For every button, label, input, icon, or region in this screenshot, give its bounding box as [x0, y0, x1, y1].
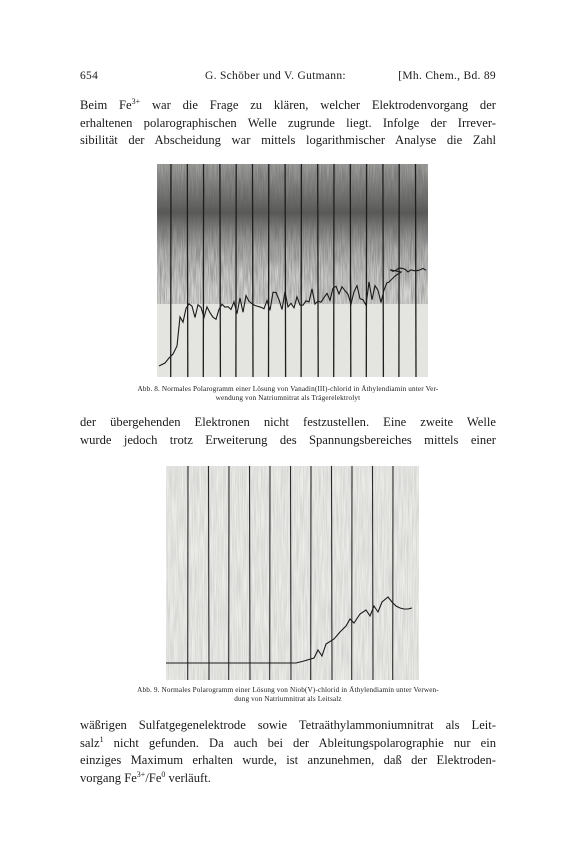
figure-9-caption: Abb. 9. Normales Polarogramm einer Lösung von Niob(V)-chlorid in Äthylendiamin unter Verwen- dung von Natriumnitrat als Leitsalz	[137, 686, 439, 703]
header-authors: G. Schöber und V. Gutmann:	[205, 70, 346, 82]
page-number: 654	[80, 70, 99, 82]
figure-8-grid-line	[383, 164, 384, 377]
figure-8-grid-line	[285, 164, 286, 377]
figure-8-caption: Abb. 8. Normales Polarogramm einer Lösung von Vanadin(III)-chlorid in Äthylendiamin unter Ver- wendung von Natriumnitrat als Trägerelektrolyt	[137, 385, 439, 402]
figure-8-grid-line	[318, 164, 319, 377]
paragraph-1-line-2: erhaltenen polarographischen Welle zugrunde liegt. Infolge der Irrever-	[80, 115, 496, 130]
figure-9-polarogram	[166, 466, 419, 680]
figure-8-grid-line	[220, 164, 221, 377]
figure-8-grid-line	[350, 164, 351, 377]
running-header	[80, 70, 496, 86]
paragraph-2-line-1: der übergehenden Elektronen nicht festzustellen. Eine zweite Welle	[80, 415, 496, 429]
header-journal: [Mh. Chem., Bd. 89	[398, 70, 496, 82]
figure-8-image	[157, 164, 428, 377]
paragraph-1	[80, 97, 496, 150]
paragraph-2-line-2: wurde jedoch trotz Erweiterung des Spannungsbereiches mittels einer	[80, 432, 496, 447]
figure-8-polarogram	[157, 164, 428, 377]
paragraph-2	[80, 414, 496, 449]
paragraph-1-line-1: Beim $Fe^{3+}$ war die Frage zu klären, welcher Elektrodenvorgang der	[80, 97, 496, 112]
figure-9-image	[166, 466, 419, 680]
paragraph-3-line-2: salz$^1$ nicht gefunden. Da auch bei der Ableitungspolarographie nur ein	[80, 734, 496, 750]
paragraph-3	[80, 717, 496, 787]
paragraph-3-line-4: vorgang $Fe^{3+}/Fe^0$ verläuft.	[80, 769, 211, 785]
paragraph-1-line-3: sibilität der Abscheidung war mittels logarithmischer Analyse die Zahl	[80, 133, 496, 147]
paragraph-3-line-1: wäßrigen Sulfatgegenelektrode sowie Tetraäthylammoniumnitrat als Leit-	[80, 718, 496, 732]
figure-9-grid-line	[250, 466, 251, 680]
figure-8-grid-line	[187, 164, 188, 377]
figure-8-grid-line	[253, 164, 254, 377]
figure-9-grid-line	[209, 466, 210, 680]
figure-9-grid-line	[373, 466, 374, 680]
paragraph-3-line-3: einziges Maximum erhalten wurde, ist anzunehmen, daß der Elektroden-	[80, 753, 496, 767]
figure-9-grid-line	[332, 466, 333, 680]
figure-9-grid-line	[291, 466, 292, 680]
